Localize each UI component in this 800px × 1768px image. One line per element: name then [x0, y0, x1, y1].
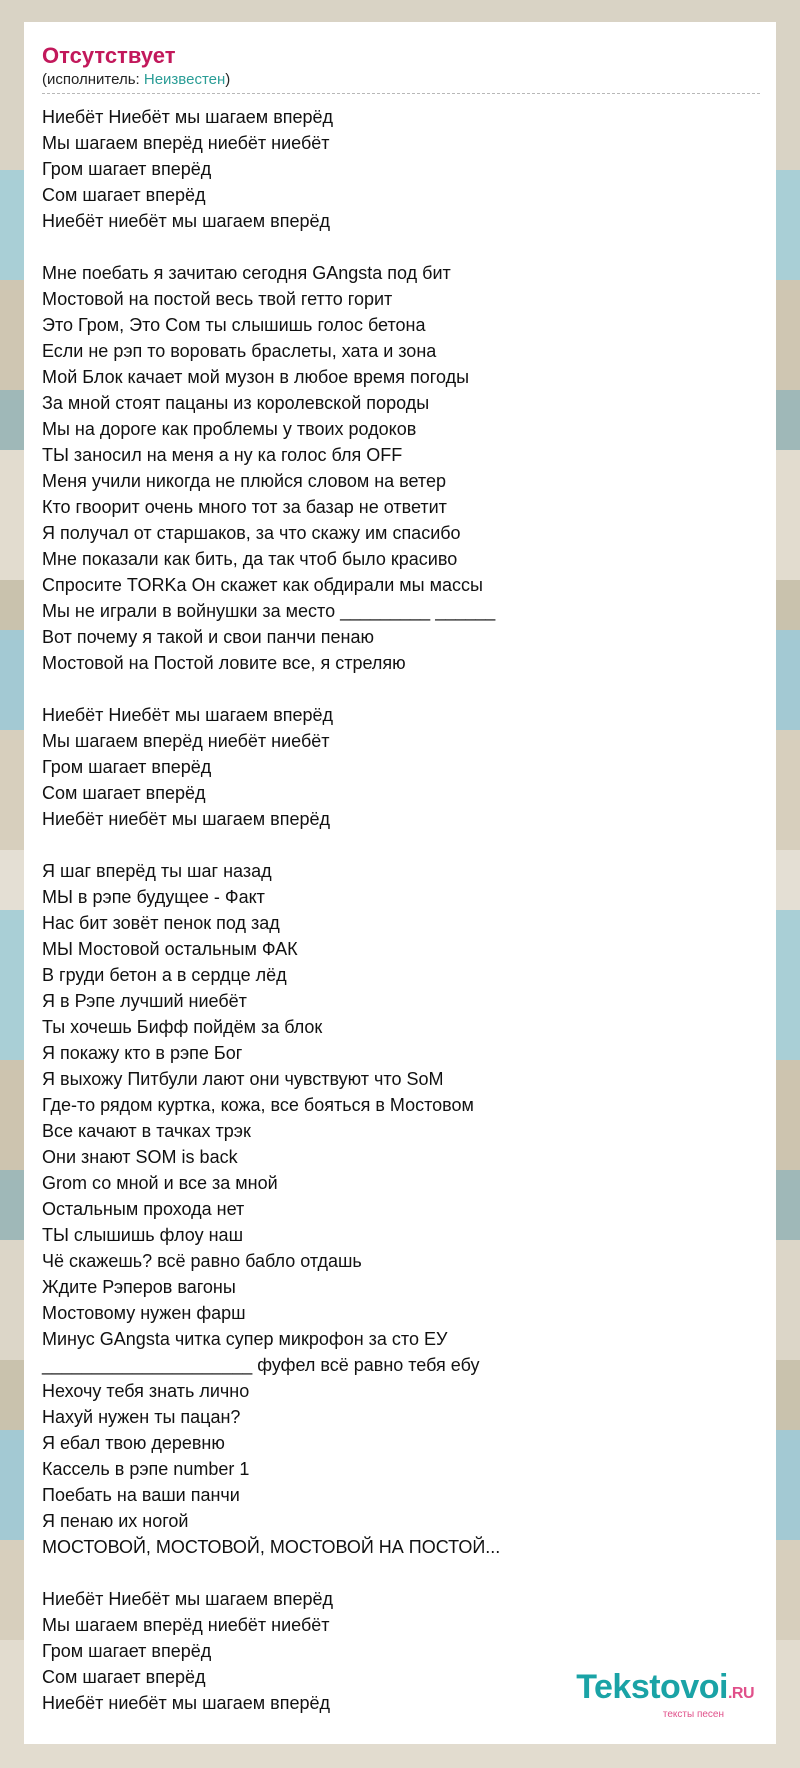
- lyric-line: ТЫ слышишь флоу наш: [42, 1225, 244, 1245]
- lyric-line: _____________________ фуфел всё равно тебя ебу: [42, 1355, 480, 1375]
- lyric-line: ТЫ заносил на меня а ну ка голос бля OFF: [42, 445, 403, 465]
- site-logo[interactable]: [576, 1670, 754, 1720]
- lyric-line: Мостовой на Постой ловите все, я стреляю: [42, 653, 406, 673]
- lyric-line: Где-то рядом куртка, кожа, все бояться в Мостовом: [42, 1095, 474, 1115]
- artist-line: [42, 71, 758, 89]
- artist-prefix: (исполнитель:: [42, 71, 144, 88]
- lyric-line: МЫ в рэпе будущее - Факт: [42, 887, 265, 907]
- lyric-line: Я получал от старшаков, за что скажу им спасибо: [42, 523, 461, 543]
- lyric-line: Нас бит зовёт пенок под зад: [42, 913, 280, 933]
- lyric-line: Ниебёт ниебёт мы шагаем вперёд: [42, 809, 330, 829]
- lyric-line: Я шаг вперёд ты шаг назад: [42, 861, 272, 881]
- stanza-gap: [42, 234, 758, 260]
- lyric-line: В груди бетон а в сердце лёд: [42, 965, 287, 985]
- lyric-line: Ниебёт Ниебёт мы шагаем вперёд: [42, 107, 334, 127]
- lyric-line: Я ебал твою деревню: [42, 1433, 225, 1453]
- lyric-line: Гром шагает вперёд: [42, 159, 212, 179]
- lyric-line: Ниебёт ниебёт мы шагаем вперёд: [42, 211, 330, 231]
- lyric-line: Поебать на ваши панчи: [42, 1485, 240, 1505]
- lyric-line: Мне показали как бить, да так чтоб было красиво: [42, 549, 458, 569]
- lyric-line: Я выхожу Питбули лают они чувствуют что SoM: [42, 1069, 444, 1089]
- lyric-line: Ниебёт ниебёт мы шагаем вперёд: [42, 1693, 330, 1713]
- lyric-line: За мной стоят пацаны из королевской породы: [42, 393, 430, 413]
- lyric-line: Сом шагает вперёд: [42, 1667, 206, 1687]
- lyric-line: МЫ Мостовой остальным ФАК: [42, 939, 298, 959]
- lyric-line: Ниебёт Ниебёт мы шагаем вперёд: [42, 705, 334, 725]
- lyric-line: Мы шагаем вперёд ниебёт ниебёт: [42, 731, 330, 751]
- lyric-line: Гром шагает вперёд: [42, 1641, 212, 1661]
- lyric-line: Я пенаю их ногой: [42, 1511, 189, 1531]
- lyric-line: Меня учили никогда не плюйся словом на ветер: [42, 471, 446, 491]
- lyric-line: Мы шагаем вперёд ниебёт ниебёт: [42, 133, 330, 153]
- lyric-line: Минус GAngsta читка супер микрофон за сто ЕУ: [42, 1329, 448, 1349]
- lyric-line: Мы шагаем вперёд ниебёт ниебёт: [42, 1615, 330, 1635]
- lyric-line: Кто гвоорит очень много тот за базар не ответит: [42, 497, 447, 517]
- lyric-line: Ты хочешь Бифф пойдём за блок: [42, 1017, 323, 1037]
- logo-text: Tekstovoi: [576, 1668, 728, 1706]
- lyric-line: Сом шагает вперёд: [42, 783, 206, 803]
- artist-suffix: ): [225, 71, 231, 88]
- stanza-gap: [42, 1560, 758, 1586]
- lyric-line: Они знают SOM is back: [42, 1147, 238, 1167]
- lyrics-card: [24, 22, 776, 1744]
- logo-tld: .RU: [727, 1685, 754, 1702]
- divider: [42, 93, 760, 94]
- stanza-gap: [42, 676, 758, 702]
- lyric-line: Гром шагает вперёд: [42, 757, 212, 777]
- logo-tagline: тексты песен: [662, 1709, 724, 1720]
- lyrics-text: [42, 104, 758, 1716]
- lyric-line: Это Гром, Это Сом ты слышишь голос бетона: [42, 315, 426, 335]
- lyric-line: Я покажу кто в рэпе Бог: [42, 1043, 243, 1063]
- lyric-line: Мой Блок качает мой музон в любое время погоды: [42, 367, 470, 387]
- lyric-line: Мостовой на постой весь твой гетто горит: [42, 289, 393, 309]
- lyric-line: Мы на дороге как проблемы у твоих родоков: [42, 419, 417, 439]
- artist-link[interactable]: Неизвестен: [143, 71, 226, 88]
- lyric-line: Чё скажешь? всё равно бабло отдашь: [42, 1251, 362, 1271]
- lyric-line: Ниебёт Ниебёт мы шагаем вперёд: [42, 1589, 334, 1609]
- lyric-line: Кассель в рэпе number 1: [42, 1459, 250, 1479]
- lyric-line: Остальным прохода нет: [42, 1199, 245, 1219]
- lyric-line: Ждите Рэперов вагоны: [42, 1277, 236, 1297]
- song-title: Отсутствует: [42, 43, 176, 68]
- lyric-line: Сом шагает вперёд: [42, 185, 206, 205]
- lyric-line: Grom со мной и все за мной: [42, 1173, 278, 1193]
- lyric-line: Вот почему я такой и свои панчи пенаю: [42, 627, 374, 647]
- lyric-line: Мостовому нужен фарш: [42, 1303, 246, 1323]
- lyric-line: Нехочу тебя знать лично: [42, 1381, 250, 1401]
- lyric-line: Я в Рэпе лучший ниебёт: [42, 991, 247, 1011]
- lyric-line: Все качают в тачках трэк: [42, 1121, 251, 1141]
- lyric-line: Спросите TORKa Он скажет как обдирали мы массы: [42, 575, 483, 595]
- lyric-line: Нахуй нужен ты пацан?: [42, 1407, 241, 1427]
- lyric-line: Мы не играли в войнушки за место _________ ______: [42, 601, 496, 621]
- stanza-gap: [42, 832, 758, 858]
- lyric-line: МОСТОВОЙ, МОСТОВОЙ, МОСТОВОЙ НА ПОСТОЙ...: [42, 1537, 501, 1557]
- lyric-line: Если не рэп то воровать браслеты, хата и зона: [42, 341, 437, 361]
- lyric-line: Мне поебать я зачитаю сегодня GAngsta под бит: [42, 263, 451, 283]
